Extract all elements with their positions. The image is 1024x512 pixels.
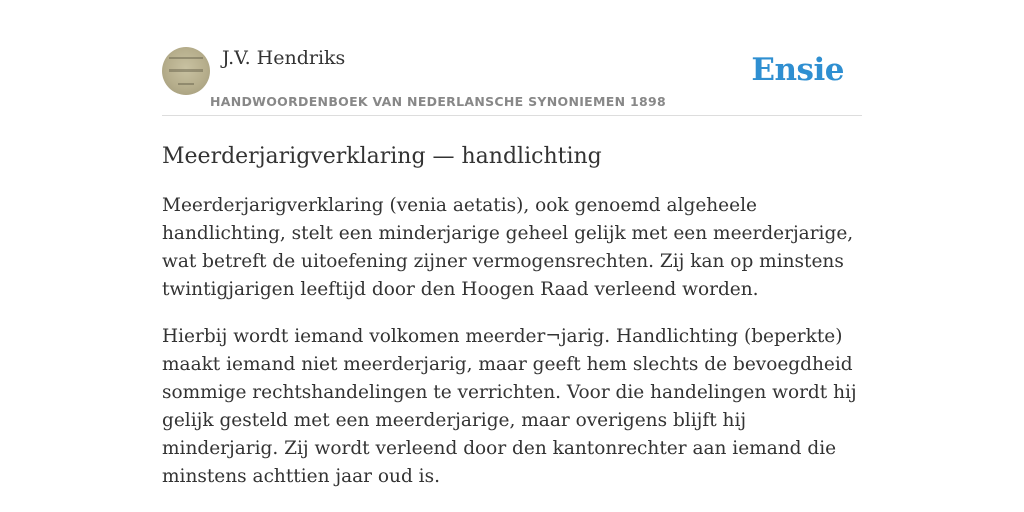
header: [162, 44, 862, 116]
brand-logo[interactable]: Ensie: [751, 52, 844, 88]
article-card: [162, 44, 862, 491]
cover-line: [178, 83, 194, 85]
book-cover-icon[interactable]: [162, 47, 210, 95]
cover-line: [169, 57, 203, 59]
cover-line: [169, 69, 203, 72]
author-name[interactable]: J.V. Hendriks: [222, 47, 346, 69]
article-paragraph: Meerderjarigverklaring (venia aetatis), ook genoemd algeheele handlichting, stelt een minderjarige geheel gelijk met een meerderjarige, wat betreft de uitoefening zijner vermogensrechten. Zij kan op minstens twintigjarigen leeftijd door den Hoogen Raad verleend worden.: [162, 195, 854, 300]
article-paragraph: Hierbij wordt iemand volkomen meerder¬jarig. Handlichting (beperkte) maakt iemand niet meerderjarig, maar geeft hem slechts de bevoegdheid sommige rechtshandelingen te verrichten. Voor die handelingen wordt hij gelijk gesteld met een meerderjarige, maar overigens blijft hij minderjarig. Zij wordt verleend door den kantonrechter aan iemand die minstens achttien jaar oud is.: [162, 326, 857, 487]
source-title[interactable]: HANDWOORDENBOEK VAN NEDERLANSCHE SYNONIEMEN 1898: [210, 94, 667, 109]
page-title: Meerderjarigverklaring — handlichting: [162, 144, 602, 169]
